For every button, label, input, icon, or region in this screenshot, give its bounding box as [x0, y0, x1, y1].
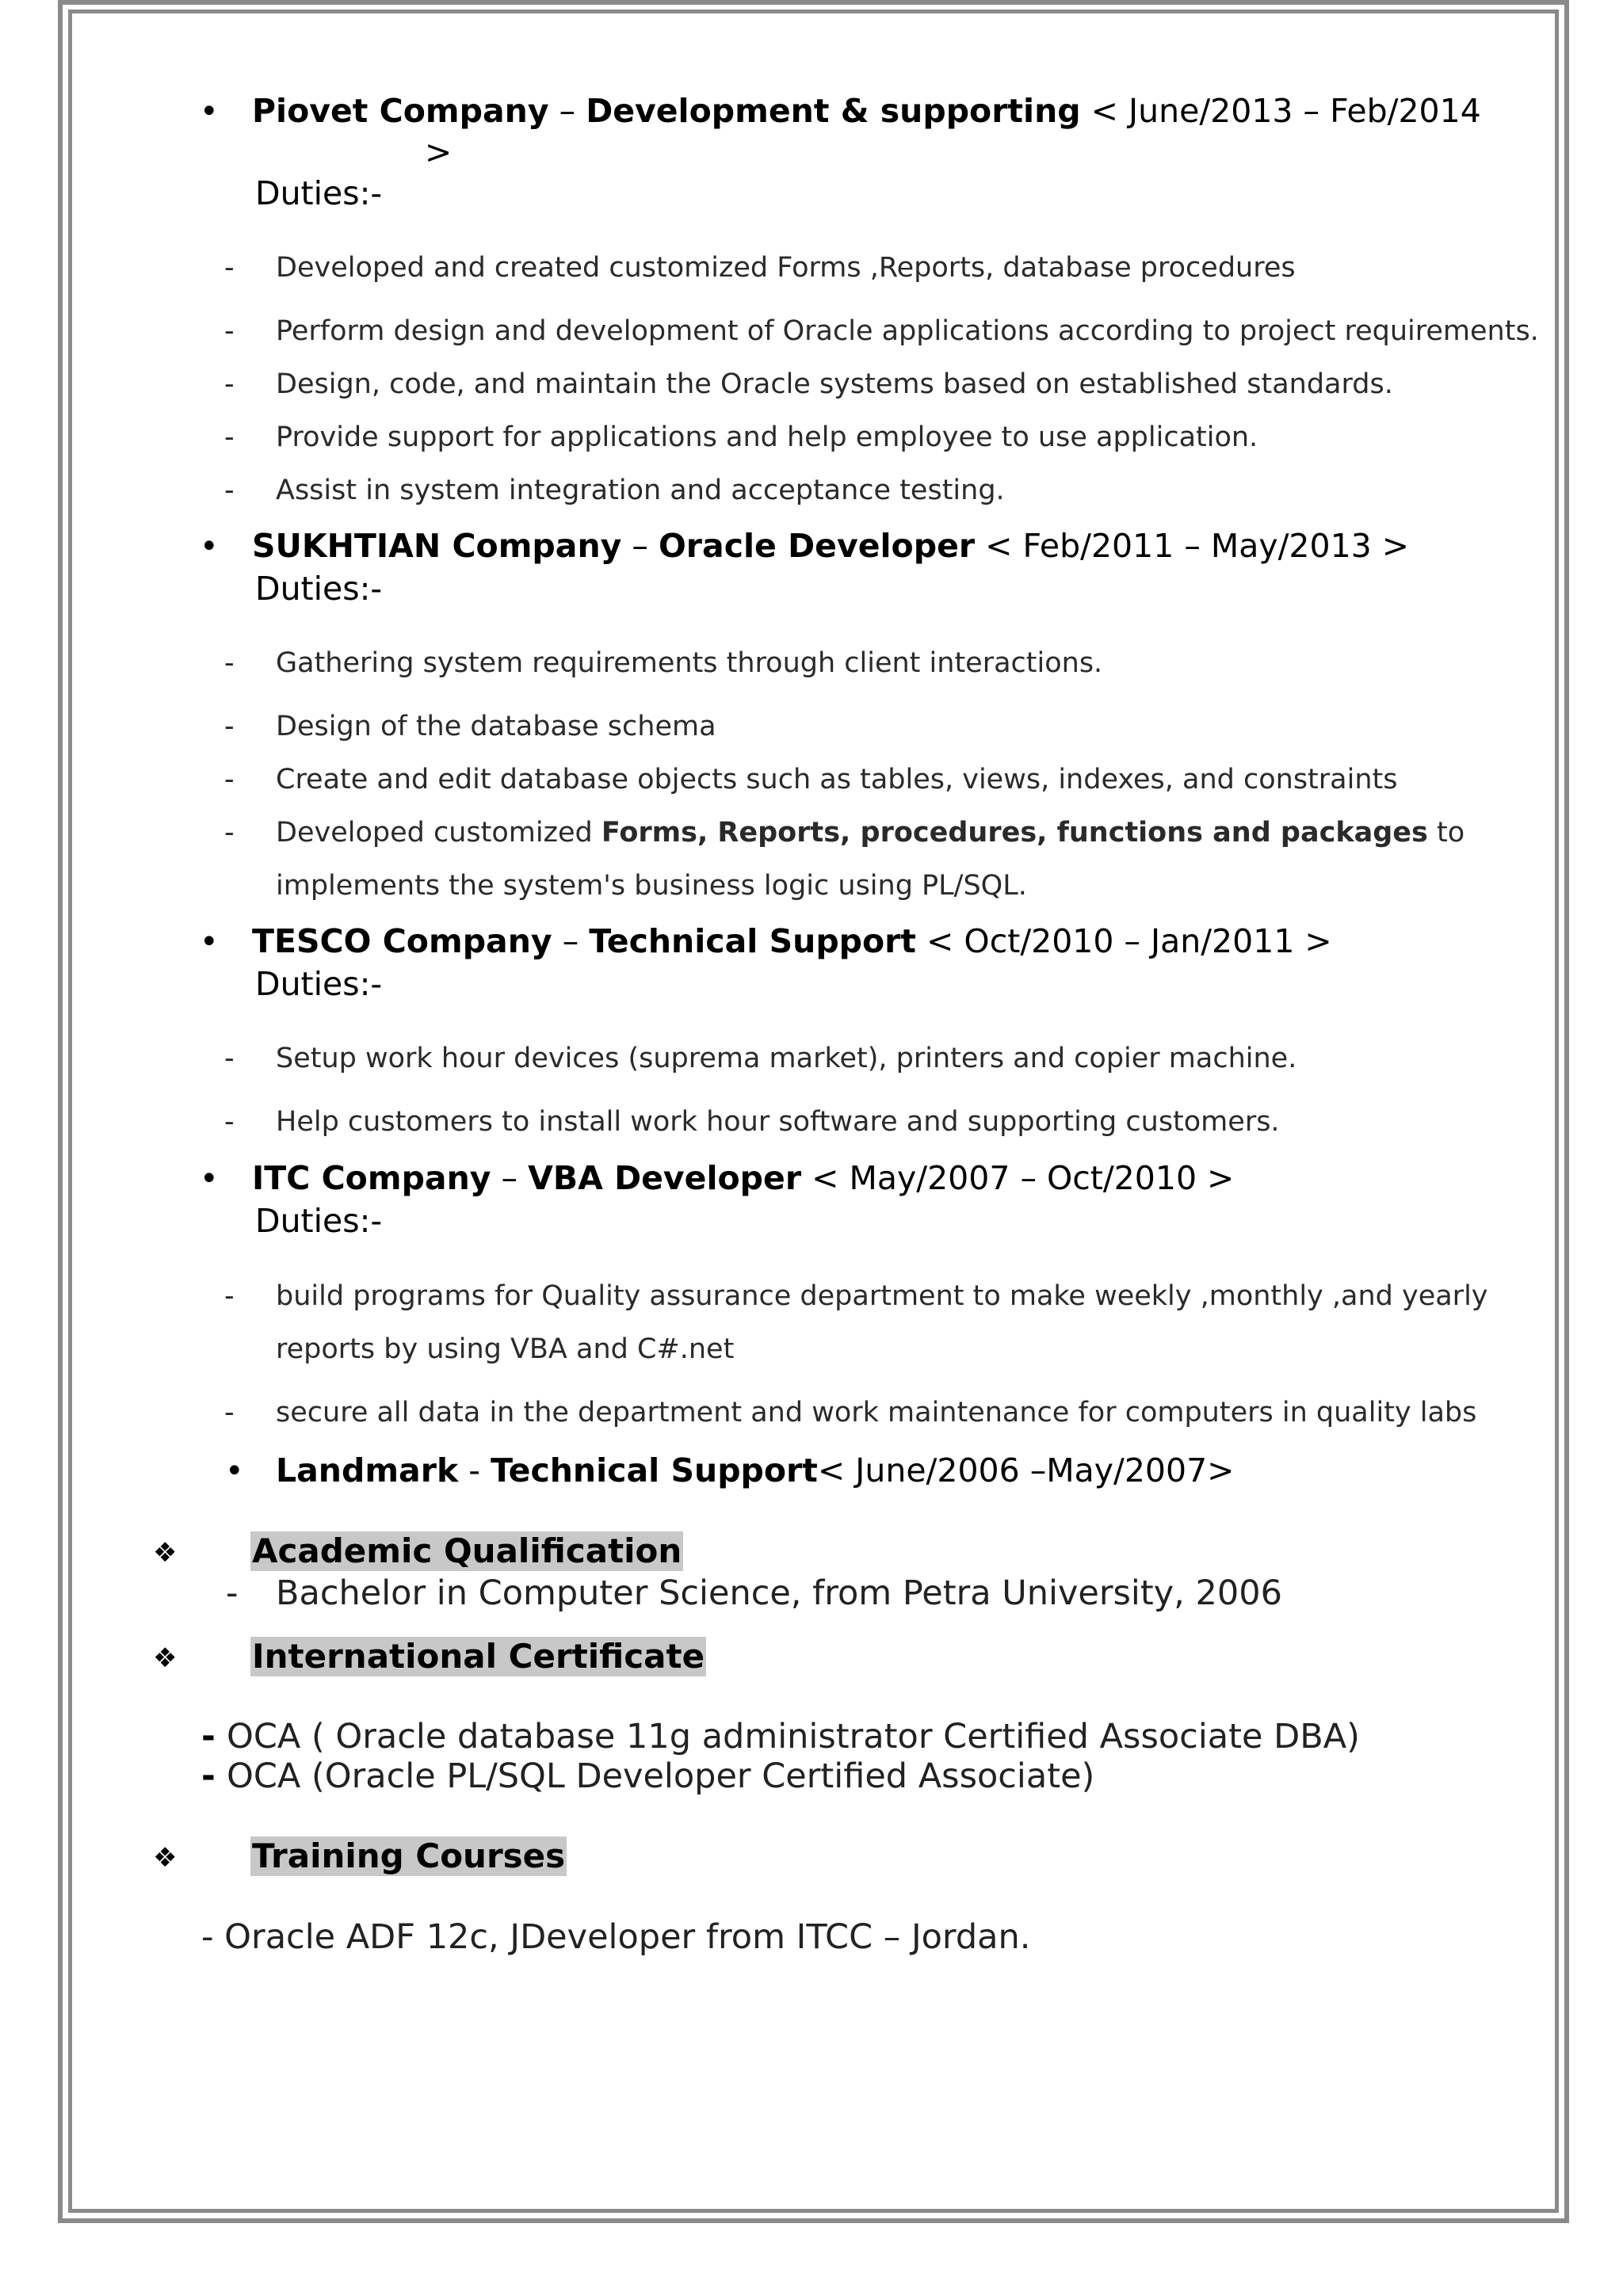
duty-text: Developed customized [276, 817, 593, 849]
certificate-item: OCA ( Oracle database 11g administrator Certified Associate DBA) [227, 1717, 1360, 1756]
academic-item: Bachelor in Computer Science, from Petra University, 2006 [276, 1573, 1282, 1613]
job-period: < Oct/2010 – Jan/2011 > [926, 922, 1332, 960]
diamond-icon: ❖ [153, 1537, 178, 1569]
dash-icon: - [224, 817, 235, 849]
duty-text: to [1437, 817, 1465, 849]
certificate-item: OCA (Oracle PL/SQL Developer Certified Associate) [227, 1756, 1095, 1796]
dash-icon: - [224, 1280, 235, 1312]
bullet-icon: • [200, 924, 219, 960]
bullet-icon: • [225, 1453, 244, 1489]
company-name: Piovet Company [252, 92, 549, 130]
duties-label: Duties:- [255, 570, 383, 608]
job-period: < June/2013 – Feb/2014 [1090, 92, 1481, 130]
separator: – [562, 922, 579, 960]
duty-item: Developed and created customized Forms ,Reports, database procedures [276, 252, 1296, 284]
dash-icon: - [224, 711, 235, 742]
job-period-continued: > [425, 133, 453, 171]
job-role: Technical Support [589, 922, 916, 960]
job-heading-tesco [252, 922, 1332, 960]
dash-icon: - [224, 764, 235, 795]
bullet-icon: • [200, 93, 219, 130]
dash-icon: - [224, 1106, 235, 1138]
dash-icon: - [224, 647, 235, 679]
job-heading-piovet [252, 92, 1481, 130]
duty-item: Setup work hour devices (suprema market), printers and copier machine. [276, 1043, 1297, 1074]
job-period: < June/2006 –May/2007> [817, 1451, 1235, 1489]
duty-item [276, 817, 1465, 849]
bullet-icon: • [200, 1161, 219, 1197]
duty-item: secure all data in the department and work maintenance for computers in quality labs [276, 1397, 1477, 1428]
duty-item: Create and edit database objects such as tables, views, indexes, and constraints [276, 764, 1398, 795]
dash-icon: - [224, 368, 235, 400]
duties-label: Duties:- [255, 174, 383, 212]
company-name: Landmark [276, 1451, 459, 1489]
job-heading-itc [252, 1159, 1234, 1197]
dash-icon: - [224, 1397, 235, 1428]
duty-item: Perform design and development of Oracle applications according to project requirements. [276, 315, 1539, 347]
job-role: VBA Developer [528, 1159, 802, 1197]
section-title-training: Training Courses [252, 1836, 566, 1875]
dash-icon: - [226, 1573, 239, 1613]
separator: – [501, 1159, 518, 1197]
duty-item: build programs for Quality assurance department to make weekly ,monthly ,and yearly [276, 1280, 1488, 1312]
duty-item: Help customers to install work hour software and supporting customers. [276, 1106, 1280, 1138]
job-period: < May/2007 – Oct/2010 > [812, 1159, 1235, 1197]
duty-bold-text: Forms, Reports, procedures, functions and packages [601, 817, 1428, 849]
company-name: SUKHTIAN Company [252, 527, 622, 565]
diamond-icon: ❖ [153, 1842, 178, 1874]
job-role: Oracle Developer [658, 527, 976, 565]
dash-icon: - [201, 1756, 216, 1796]
separator: - [468, 1451, 481, 1489]
training-item: - Oracle ADF 12c, JDeveloper from ITCC – Jordan. [201, 1917, 1031, 1957]
dash-icon: - [201, 1717, 216, 1756]
dash-icon: - [224, 315, 235, 347]
dash-icon: - [224, 252, 235, 284]
duty-item: Provide support for applications and help employee to use application. [276, 421, 1258, 453]
dash-icon: - [224, 421, 235, 453]
duty-item: Design, code, and maintain the Oracle systems based on established standards. [276, 368, 1393, 400]
section-title-certificates: International Certificate [252, 1637, 705, 1676]
separator: – [559, 92, 576, 130]
job-role: Technical Support [491, 1451, 818, 1489]
separator: – [632, 527, 648, 565]
dash-icon: - [224, 475, 235, 506]
duty-item: Assist in system integration and acceptance testing. [276, 475, 1005, 506]
company-name: ITC Company [252, 1159, 491, 1197]
diamond-icon: ❖ [153, 1642, 178, 1674]
duty-item-continued: reports by using VBA and C#.net [276, 1333, 735, 1365]
job-period: < Feb/2011 – May/2013 > [985, 527, 1410, 565]
bullet-icon: • [200, 528, 219, 565]
duty-item-continued: implements the system's business logic using PL/SQL. [276, 870, 1027, 902]
duties-label: Duties:- [255, 1202, 383, 1240]
job-heading-landmark [276, 1451, 1235, 1489]
duty-item: Gathering system requirements through client interactions. [276, 647, 1103, 679]
duties-label: Duties:- [255, 965, 383, 1003]
section-title-academic: Academic Qualification [252, 1531, 682, 1570]
company-name: TESCO Company [252, 922, 552, 960]
duty-item: Design of the database schema [276, 711, 716, 742]
job-role: Development & supporting [586, 92, 1081, 130]
dash-icon: - [224, 1043, 235, 1074]
job-heading-sukhtian [252, 527, 1409, 565]
